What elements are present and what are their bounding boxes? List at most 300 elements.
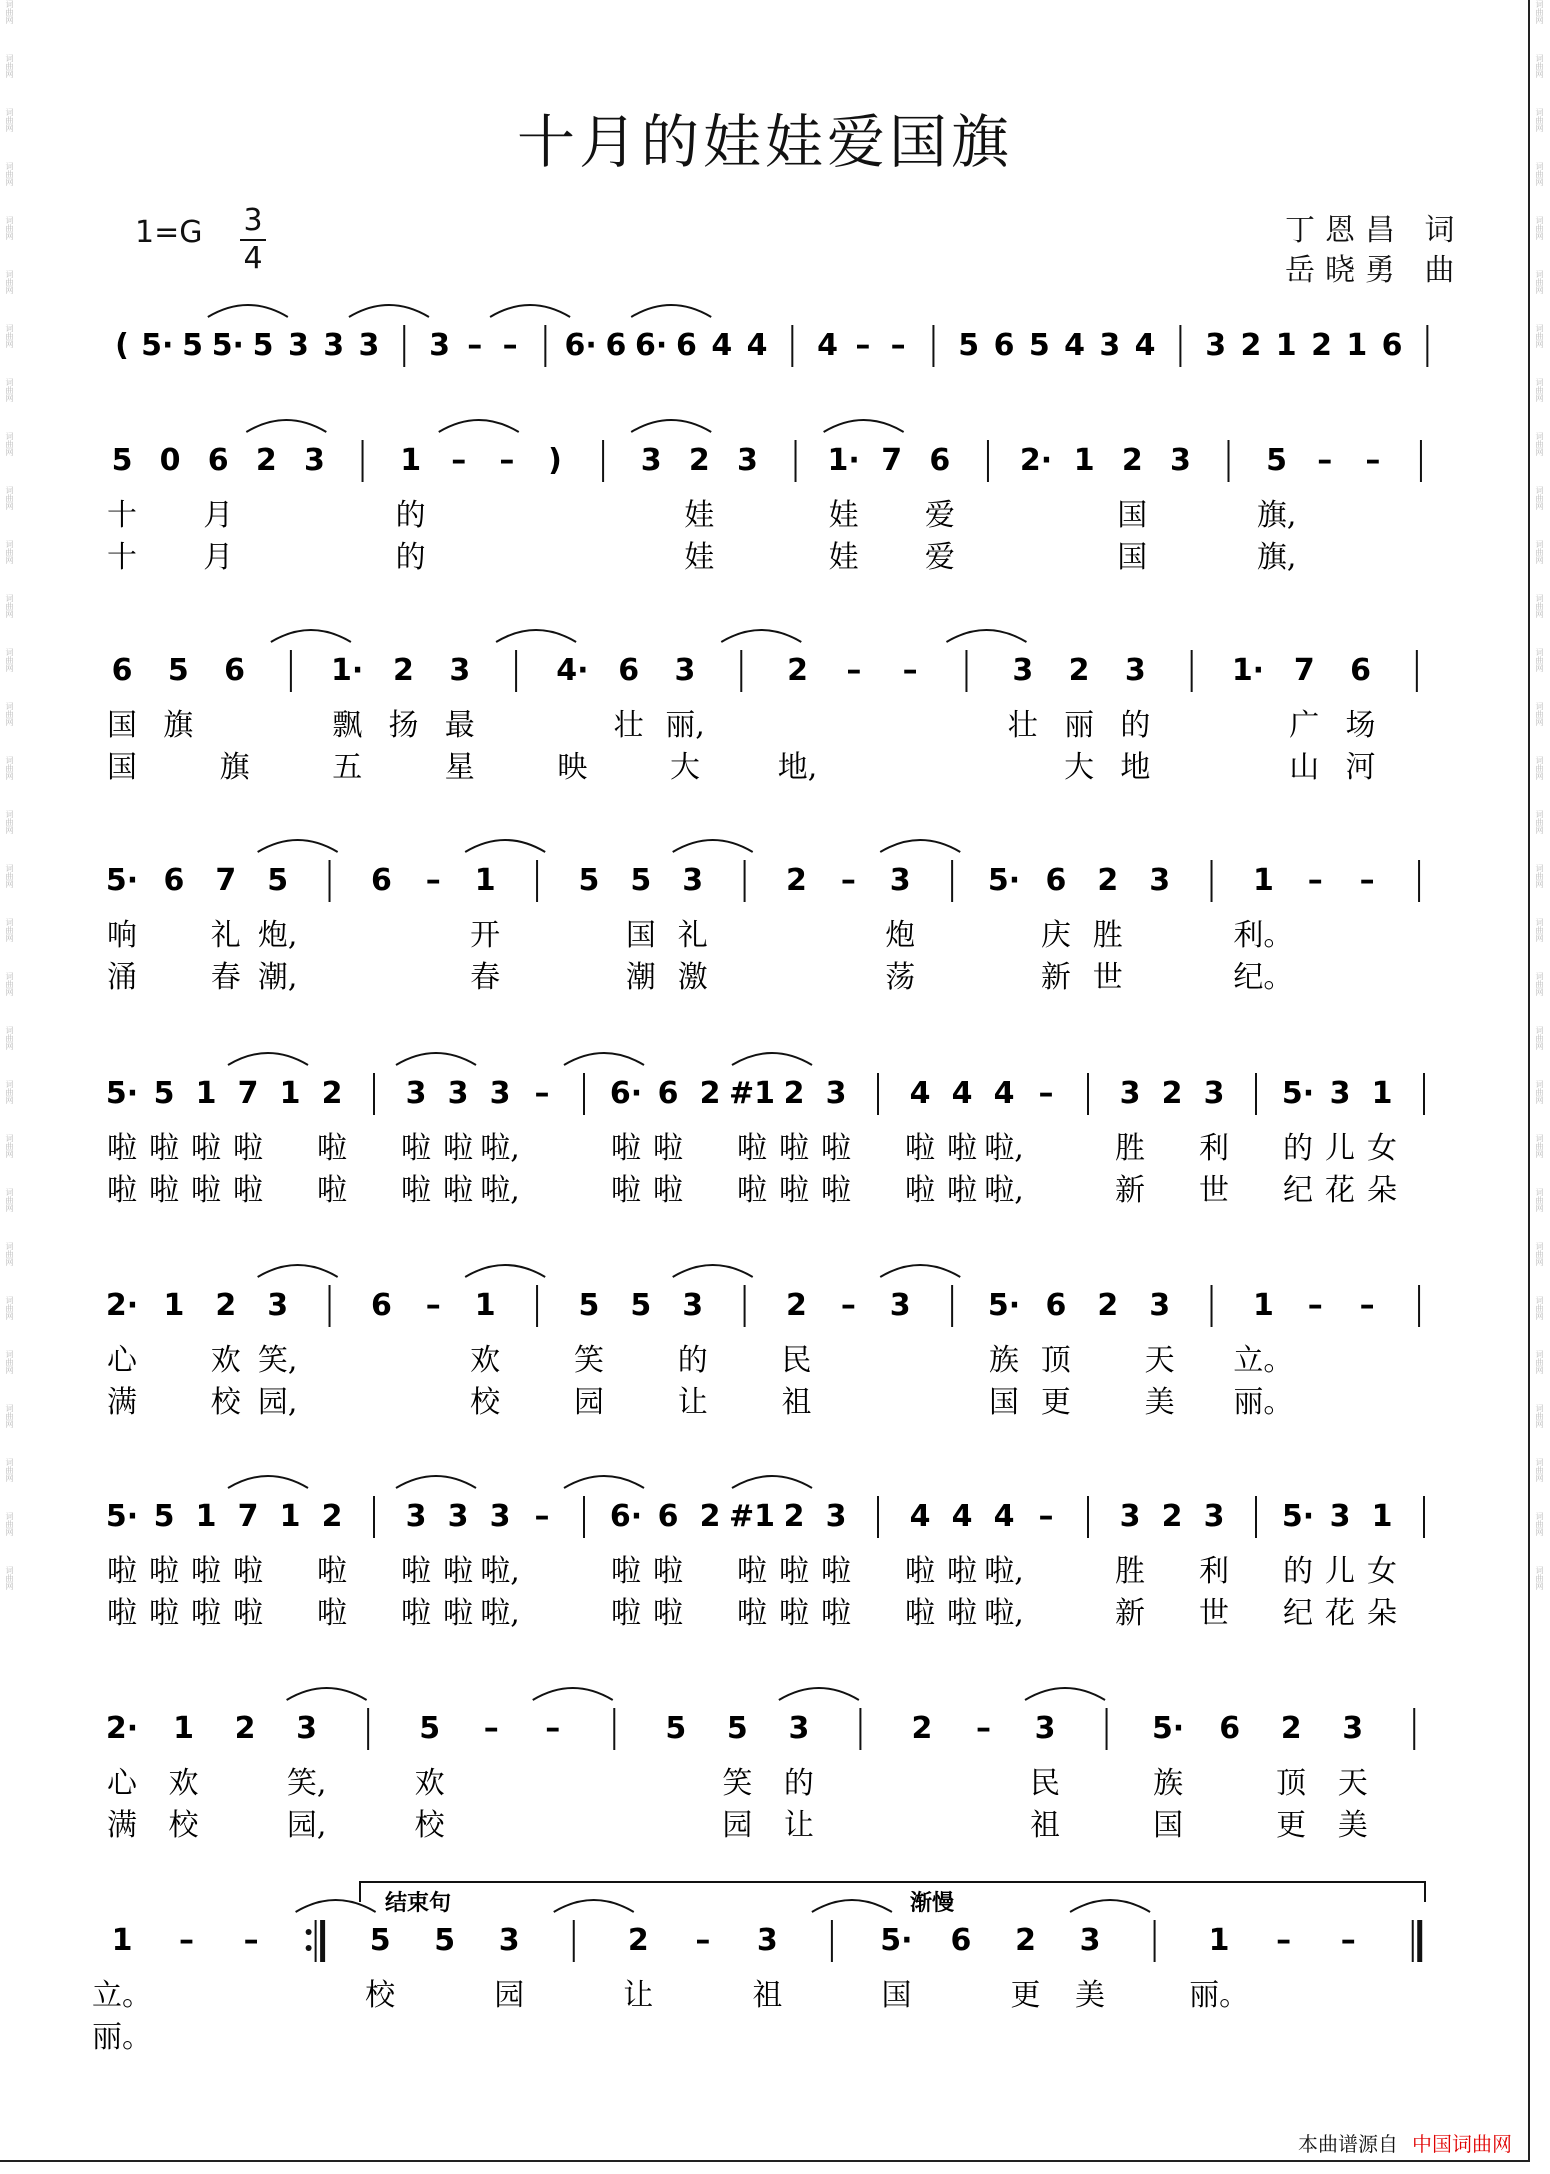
watermark-text: 词曲网 bbox=[5, 702, 14, 726]
lyric-char: 啦, bbox=[984, 1596, 1024, 1631]
watermark-text: 词曲网 bbox=[1535, 540, 1544, 564]
note: 3 bbox=[489, 1499, 511, 1534]
watermark-text: 词曲网 bbox=[5, 918, 14, 942]
ending-bracket bbox=[360, 1882, 1425, 1902]
note: – bbox=[467, 328, 483, 363]
lyric-char: 校 bbox=[414, 1808, 445, 1843]
lyric-char: 庆 bbox=[1040, 918, 1071, 953]
watermark-text: 词曲网 bbox=[1535, 0, 1544, 24]
lyric-char: 爱 bbox=[924, 540, 955, 575]
lyric-char: 啦 bbox=[107, 1173, 137, 1208]
watermark-text: 词曲网 bbox=[5, 1242, 14, 1266]
note: 1 bbox=[195, 1076, 217, 1111]
watermark-text: 词曲网 bbox=[5, 378, 14, 402]
lyric-char: 天 bbox=[1337, 1766, 1368, 1801]
note: 6 bbox=[676, 328, 697, 363]
lyric-char: 的 bbox=[677, 1343, 708, 1378]
lyric-char: 啦, bbox=[480, 1554, 520, 1589]
lyric-char: 利 bbox=[1199, 1131, 1229, 1166]
lyric-char: 啦, bbox=[984, 1173, 1024, 1208]
note: 1 bbox=[400, 443, 422, 478]
note: – bbox=[499, 443, 515, 478]
lyric-char: 啦 bbox=[317, 1554, 347, 1589]
lyric-char: 啦 bbox=[233, 1596, 263, 1631]
watermark-text: 词曲网 bbox=[5, 486, 14, 510]
slur bbox=[631, 420, 711, 432]
lyric-char: 啦 bbox=[779, 1554, 809, 1589]
lyric-char: 啦 bbox=[317, 1596, 347, 1631]
note: 2 bbox=[1097, 863, 1119, 898]
lyric-char: 民 bbox=[1030, 1766, 1061, 1801]
slur bbox=[946, 630, 1026, 642]
note: 1 bbox=[1275, 328, 1297, 363]
watermark-text: 词曲网 bbox=[5, 1296, 14, 1320]
note: 5 bbox=[630, 863, 652, 898]
watermark-text: 词曲网 bbox=[1535, 1026, 1544, 1050]
note: 2 bbox=[1068, 653, 1090, 688]
footer-source-text: 本曲谱源自 bbox=[1298, 2132, 1398, 2156]
lyric-char: 啦, bbox=[480, 1596, 520, 1631]
lyric-char: 娃 bbox=[684, 498, 715, 533]
note: 1 bbox=[1346, 328, 1368, 363]
watermark-text: 词曲网 bbox=[1535, 1134, 1544, 1158]
note: 5· bbox=[880, 1923, 913, 1958]
note: 3 bbox=[756, 1923, 778, 1958]
note: 3 bbox=[489, 1076, 511, 1111]
lyric-char: 啦 bbox=[611, 1131, 641, 1166]
note: 1· bbox=[827, 443, 860, 478]
lyric-char: 啦 bbox=[821, 1596, 851, 1631]
slur bbox=[673, 1265, 753, 1277]
lyric-char: 校 bbox=[365, 1978, 396, 2013]
note: 6 bbox=[1045, 1288, 1067, 1323]
song-title: 十月的娃娃爱国旗 bbox=[516, 108, 1013, 176]
slur bbox=[554, 1900, 634, 1912]
watermark-text: 词曲网 bbox=[5, 1350, 14, 1374]
note: 4 bbox=[951, 1076, 973, 1111]
slur bbox=[465, 840, 545, 852]
lyric-char: 女 bbox=[1367, 1131, 1397, 1166]
lyric-char: 丽。 bbox=[92, 2020, 152, 2055]
note: 5 bbox=[726, 1711, 748, 1746]
lyric-char: 十 bbox=[107, 498, 137, 533]
note: 3 bbox=[1149, 1288, 1171, 1323]
watermark-text: 词曲网 bbox=[5, 270, 14, 294]
lyric-char: 山 bbox=[1289, 750, 1320, 785]
note: 1 bbox=[279, 1499, 301, 1534]
lyric-char: 胜 bbox=[1115, 1131, 1145, 1166]
lyric-char: 旗 bbox=[219, 750, 250, 785]
note: 2 bbox=[321, 1499, 343, 1534]
lyric-char: 啦 bbox=[107, 1131, 137, 1166]
lyric-char: 族 bbox=[1153, 1766, 1184, 1801]
note: – bbox=[890, 328, 906, 363]
watermark-text: 词曲网 bbox=[1535, 756, 1544, 780]
watermark-text: 词曲网 bbox=[1535, 810, 1544, 834]
slur bbox=[396, 1053, 476, 1065]
lyric-char: 啦 bbox=[947, 1554, 977, 1589]
lyric-char: 国 bbox=[989, 1385, 1019, 1420]
slur bbox=[880, 840, 960, 852]
slur bbox=[228, 1053, 308, 1065]
watermark-text: 词曲网 bbox=[1535, 324, 1544, 348]
watermark-text: 词曲网 bbox=[5, 108, 14, 132]
lyric-char: 啦 bbox=[905, 1596, 935, 1631]
lyric-char: 欢 bbox=[168, 1766, 199, 1801]
note: 6 bbox=[370, 1288, 392, 1323]
note: 5 bbox=[630, 1288, 652, 1323]
lyric-char: 啦 bbox=[317, 1131, 347, 1166]
slur bbox=[824, 420, 904, 432]
lyric-char: 利 bbox=[1199, 1554, 1229, 1589]
lyric-char: 国 bbox=[107, 750, 137, 785]
note: 3 bbox=[405, 1499, 427, 1534]
lyric-char: 国 bbox=[107, 708, 137, 743]
lyric-char: 顶 bbox=[1276, 1766, 1307, 1801]
lyric-char: 响 bbox=[107, 918, 137, 953]
note: – bbox=[840, 1288, 856, 1323]
watermark-text: 词曲网 bbox=[1535, 1566, 1544, 1590]
note: 2 bbox=[787, 653, 809, 688]
lyric-char: 丽。 bbox=[1189, 1978, 1250, 2013]
note: 3 bbox=[1079, 1923, 1101, 1958]
note: 2 bbox=[699, 1499, 721, 1534]
note: 3 bbox=[405, 1076, 427, 1111]
lyric-char: 星 bbox=[444, 750, 475, 785]
lyric-char: 啦 bbox=[233, 1173, 263, 1208]
note: 2 bbox=[234, 1711, 256, 1746]
note: 5 bbox=[434, 1923, 456, 1958]
lyric-char: 利。 bbox=[1233, 918, 1294, 953]
lyric-char: 更 bbox=[1040, 1385, 1071, 1420]
lyric-char: 啦 bbox=[401, 1596, 431, 1631]
footer-site-name: 中国词曲网 bbox=[1412, 2132, 1512, 2156]
lyric-char: 儿 bbox=[1325, 1131, 1355, 1166]
note: 1 bbox=[1252, 1288, 1274, 1323]
lyric-char: 啦 bbox=[947, 1596, 977, 1631]
note: 6· bbox=[609, 1076, 643, 1111]
watermark-text: 词曲网 bbox=[5, 972, 14, 996]
lyric-char: 啦 bbox=[737, 1596, 767, 1631]
lyric-char: 更 bbox=[1010, 1978, 1041, 2013]
note: 1 bbox=[1371, 1076, 1393, 1111]
lyric-char: 祖 bbox=[752, 1978, 783, 2013]
lyric-char: 美 bbox=[1337, 1808, 1368, 1843]
note: 2 bbox=[1121, 443, 1143, 478]
slur bbox=[1025, 1688, 1105, 1700]
lyric-char: 世 bbox=[1199, 1173, 1229, 1208]
watermark-text: 词曲网 bbox=[1535, 702, 1544, 726]
lyric-char: 月 bbox=[203, 498, 234, 533]
lyric-char: 啦 bbox=[233, 1554, 263, 1589]
lyric-char: 祖 bbox=[1030, 1808, 1061, 1843]
slur bbox=[287, 1688, 367, 1700]
slur bbox=[533, 1688, 613, 1700]
note: 4 bbox=[711, 328, 733, 363]
lyric-char: 国 bbox=[881, 1978, 912, 2013]
watermark-text: 词曲网 bbox=[5, 1188, 14, 1212]
watermark-text: 词曲网 bbox=[1535, 972, 1544, 996]
lyric-char: 啦 bbox=[149, 1596, 179, 1631]
lyric-char: 族 bbox=[989, 1343, 1019, 1378]
note: 2 bbox=[1161, 1076, 1183, 1111]
note: 6 bbox=[224, 653, 246, 688]
lyric-char: 胜 bbox=[1092, 918, 1123, 953]
note: #1 bbox=[728, 1499, 776, 1534]
lyric-char: 的 bbox=[1120, 708, 1151, 743]
note: 2 bbox=[255, 443, 277, 478]
watermark-text: 词曲网 bbox=[5, 594, 14, 618]
watermark-text: 词曲网 bbox=[1535, 108, 1544, 132]
lyric-char: 旗, bbox=[1256, 498, 1297, 533]
lyric-char: 娃 bbox=[828, 540, 859, 575]
note: ) bbox=[548, 443, 562, 478]
lyric-char: 笑, bbox=[257, 1343, 298, 1378]
watermark-text: 词曲网 bbox=[5, 540, 14, 564]
note: #1 bbox=[728, 1076, 776, 1111]
note: 5 bbox=[153, 1499, 175, 1534]
note: 2 bbox=[783, 1499, 805, 1534]
lyric-char: 丽 bbox=[1064, 708, 1095, 743]
note: 4· bbox=[556, 653, 589, 688]
note: 6 bbox=[993, 328, 1015, 363]
note: 2· bbox=[105, 1288, 139, 1323]
slur bbox=[490, 305, 570, 317]
lyric-char: 立。 bbox=[1233, 1343, 1294, 1378]
note: 2· bbox=[1019, 443, 1053, 478]
lyric-char: 国 bbox=[625, 918, 656, 953]
lyric-char: 飘 bbox=[332, 708, 363, 743]
note: 6 bbox=[370, 863, 392, 898]
lyric-char: 啦 bbox=[905, 1131, 935, 1166]
note: 2 bbox=[627, 1923, 649, 1958]
slur bbox=[208, 305, 288, 317]
note: 3 bbox=[267, 1288, 289, 1323]
lyric-char: 立。 bbox=[92, 1978, 152, 2013]
lyric-char: 纪。 bbox=[1233, 960, 1294, 995]
note: 3 bbox=[1149, 863, 1171, 898]
note: 6 bbox=[1381, 328, 1403, 363]
note: 4 bbox=[1134, 328, 1156, 363]
note: 1· bbox=[1231, 653, 1265, 688]
note: – bbox=[425, 863, 441, 898]
lyric-char: 壮 bbox=[613, 708, 644, 743]
lyric-char: 女 bbox=[1367, 1554, 1397, 1589]
watermark-text: 词曲网 bbox=[1535, 594, 1544, 618]
slur bbox=[396, 1476, 476, 1488]
lyric-char: 啦 bbox=[233, 1131, 263, 1166]
note: 6 bbox=[1350, 653, 1371, 688]
note: ( bbox=[115, 328, 129, 363]
lyric-char: 地, bbox=[777, 750, 818, 785]
slur bbox=[721, 630, 801, 642]
note: 3 bbox=[447, 1499, 469, 1534]
note: 5· bbox=[141, 328, 174, 363]
note: 5· bbox=[1281, 1499, 1315, 1534]
note: 5 bbox=[111, 443, 133, 478]
lyric-char: 涌 bbox=[107, 960, 137, 995]
lyric-char: 儿 bbox=[1325, 1554, 1355, 1589]
slur bbox=[564, 1476, 644, 1488]
note: 3 bbox=[296, 1711, 318, 1746]
slur bbox=[1070, 1900, 1150, 1912]
note: – bbox=[1317, 443, 1333, 478]
note: 6 bbox=[111, 653, 133, 688]
watermark-text: 词曲网 bbox=[5, 1512, 14, 1536]
note: 5· bbox=[1151, 1711, 1185, 1746]
watermark-text: 词曲网 bbox=[5, 1026, 14, 1050]
note: 2 bbox=[699, 1076, 721, 1111]
note: 3 bbox=[1119, 1499, 1141, 1534]
lyric-char: 更 bbox=[1276, 1808, 1307, 1843]
note: – bbox=[975, 1711, 991, 1746]
lyric-char: 啦 bbox=[779, 1596, 809, 1631]
lyric-char: 啦 bbox=[653, 1173, 683, 1208]
note: 4 bbox=[817, 328, 839, 363]
note: 1 bbox=[111, 1923, 133, 1958]
note: 1 bbox=[173, 1711, 194, 1746]
watermark-text: 词曲网 bbox=[5, 432, 14, 456]
slur bbox=[465, 1265, 545, 1277]
slur bbox=[732, 1053, 812, 1065]
note: 5· bbox=[987, 863, 1021, 898]
note: – bbox=[1359, 863, 1375, 898]
note: 3 bbox=[736, 443, 758, 478]
watermark-text: 词曲网 bbox=[1535, 378, 1544, 402]
note: 1 bbox=[1208, 1923, 1230, 1958]
lyric-char: 园, bbox=[257, 1385, 298, 1420]
note: 5 bbox=[369, 1923, 391, 1958]
note: 2 bbox=[215, 1288, 237, 1323]
lyric-char: 的 bbox=[1283, 1554, 1313, 1589]
lyric-char: 十 bbox=[107, 540, 137, 575]
lyric-char: 满 bbox=[107, 1385, 137, 1420]
watermark-text: 词曲网 bbox=[1535, 648, 1544, 672]
lyric-char: 纪 bbox=[1283, 1596, 1313, 1631]
watermark-text: 词曲网 bbox=[1535, 1458, 1544, 1482]
lyric-char: 笑 bbox=[573, 1343, 604, 1378]
slur bbox=[564, 1053, 644, 1065]
repeat-dot bbox=[306, 1945, 312, 1951]
lyric-char: 扬 bbox=[388, 708, 419, 743]
lyric-char: 笑, bbox=[286, 1766, 327, 1801]
watermark-text: 词曲网 bbox=[1535, 1296, 1544, 1320]
lyric-char: 民 bbox=[781, 1343, 812, 1378]
note: 5 bbox=[578, 863, 600, 898]
watermark-text: 词曲网 bbox=[5, 216, 14, 240]
lyric-char: 娃 bbox=[828, 498, 859, 533]
note: 4 bbox=[993, 1499, 1015, 1534]
note: 3 bbox=[682, 1288, 704, 1323]
watermark-text: 词曲网 bbox=[5, 324, 14, 348]
lyric-char: 炮, bbox=[257, 918, 298, 953]
lyric-char: 的 bbox=[395, 540, 426, 575]
lyric-char: 心 bbox=[107, 1343, 137, 1378]
note: 3 bbox=[1329, 1076, 1351, 1111]
lyric-char: 五 bbox=[332, 750, 363, 785]
note: 6· bbox=[635, 328, 668, 363]
note: 1 bbox=[163, 1288, 185, 1323]
note: – bbox=[1276, 1923, 1292, 1958]
note: 3 bbox=[1169, 443, 1191, 478]
lyric-char: 啦 bbox=[737, 1131, 767, 1166]
lyric-char: 丽。 bbox=[1233, 1385, 1294, 1420]
lyric-char: 啦 bbox=[149, 1554, 179, 1589]
note: – bbox=[545, 1711, 561, 1746]
watermark-text: 词曲网 bbox=[5, 864, 14, 888]
watermark-text: 词曲网 bbox=[1535, 162, 1544, 186]
note: 4 bbox=[993, 1076, 1015, 1111]
slur bbox=[271, 630, 351, 642]
slur bbox=[296, 1900, 376, 1912]
note: 6 bbox=[207, 443, 229, 478]
note: 5 bbox=[153, 1076, 175, 1111]
lyric-char: 啦 bbox=[191, 1554, 221, 1589]
lyric-char: 啦 bbox=[611, 1554, 641, 1589]
note: 6· bbox=[609, 1499, 643, 1534]
lyric-char: 欢 bbox=[210, 1343, 241, 1378]
lyric-char: 啦 bbox=[611, 1173, 641, 1208]
lyric-char: 啦 bbox=[149, 1173, 179, 1208]
note: 7 bbox=[1293, 653, 1315, 688]
lyric-char: 啦 bbox=[821, 1131, 851, 1166]
note: 3 bbox=[1329, 1499, 1351, 1534]
lyric-char: 笑 bbox=[722, 1766, 753, 1801]
note: – bbox=[425, 1288, 441, 1323]
note: – bbox=[846, 653, 862, 688]
note: – bbox=[243, 1923, 259, 1958]
lyric-char: 啦 bbox=[107, 1596, 137, 1631]
note: 3 bbox=[1034, 1711, 1056, 1746]
note: 3 bbox=[1012, 653, 1034, 688]
watermark-text: 词曲网 bbox=[1535, 1512, 1544, 1536]
note: 3 bbox=[825, 1499, 847, 1534]
lyric-char: 旗 bbox=[163, 708, 194, 743]
watermark-text: 词曲网 bbox=[1535, 1404, 1544, 1428]
note: – bbox=[534, 1076, 550, 1111]
note: 4 bbox=[746, 328, 768, 363]
lyric-char: 国 bbox=[1153, 1808, 1184, 1843]
slur bbox=[439, 420, 519, 432]
slur bbox=[779, 1688, 859, 1700]
lyric-char: 河 bbox=[1345, 750, 1376, 785]
note: 3 bbox=[682, 863, 704, 898]
note: – bbox=[1307, 1288, 1323, 1323]
note: 2 bbox=[393, 653, 414, 688]
note: 1 bbox=[1073, 443, 1095, 478]
note: 3 bbox=[1205, 328, 1227, 363]
lyric-char: 壮 bbox=[1007, 708, 1038, 743]
note: 6 bbox=[950, 1923, 972, 1958]
lyric-char: 顶 bbox=[1040, 1343, 1071, 1378]
lyric-char: 啦 bbox=[653, 1131, 683, 1166]
watermark-text: 词曲网 bbox=[1535, 1080, 1544, 1104]
lyric-char: 爱 bbox=[924, 498, 955, 533]
lyric-char: 春 bbox=[210, 960, 241, 995]
note: 3 bbox=[449, 653, 471, 688]
lyric-char: 让 bbox=[783, 1808, 814, 1843]
watermark-text: 词曲网 bbox=[5, 810, 14, 834]
note: 3 bbox=[889, 863, 911, 898]
watermark-text: 词曲网 bbox=[5, 648, 14, 672]
lyric-char: 校 bbox=[470, 1385, 501, 1420]
lyric-char: 啦 bbox=[107, 1554, 137, 1589]
watermark-text: 词曲网 bbox=[5, 1404, 14, 1428]
lyric-char: 花 bbox=[1325, 1173, 1355, 1208]
lyricist-credit: 丁恩昌 词 bbox=[1285, 213, 1465, 248]
lyric-char: 心 bbox=[107, 1766, 137, 1801]
note: 6 bbox=[1219, 1711, 1241, 1746]
